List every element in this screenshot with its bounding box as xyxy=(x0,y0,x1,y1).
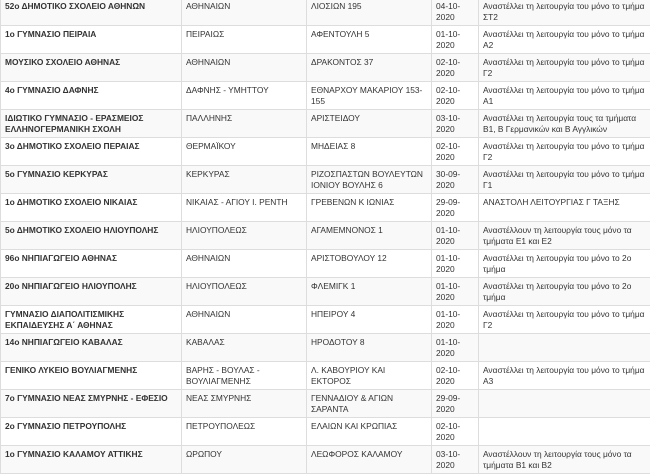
measure-cell: Αναστέλλει τη λειτουργία του μόνο το τμήμα ΣΤ2 xyxy=(479,0,650,26)
municipality-cell: ΠΕΙΡΑΙΩΣ xyxy=(182,26,307,54)
measure-cell: Αναστέλλει τη λειτουργία του μόνο το τμήμα Α1 xyxy=(479,82,650,110)
school-name-cell: ΓΕΝΙΚΟ ΛΥΚΕΙΟ ΒΟΥΛΙΑΓΜΕΝΗΣ xyxy=(1,362,182,390)
date-cell: 01-10-2020 xyxy=(432,306,479,334)
table-row xyxy=(1,110,650,138)
table-row xyxy=(1,362,650,390)
table-row xyxy=(1,194,650,222)
school-name-cell: 2ο ΓΥΜΝΑΣΙΟ ΠΕΤΡΟΥΠΟΛΗΣ xyxy=(1,418,182,446)
address-cell: ΓΕΝΝΑΔΙΟΥ & ΑΓΙΩΝ ΣΑΡΑΝΤΑ xyxy=(307,390,432,418)
measure-cell xyxy=(479,418,650,446)
address-cell: ΑΓΑΜΕΜΝΟΝΟΣ 1 xyxy=(307,222,432,250)
measure-cell: Αναστέλλει τη λειτουργία τους τα τμήματα Β1, Β Γερμανικών και Β Αγγλικών xyxy=(479,110,650,138)
measure-cell: Αναστέλλουν τη λειτουργία τους μόνο τα τμήματα Ε1 και Ε2 xyxy=(479,222,650,250)
school-name-cell: 4ο ΓΥΜΝΑΣΙΟ ΔΑΦΝΗΣ xyxy=(1,82,182,110)
address-cell: ΗΡΟΔΟΤΟΥ 8 xyxy=(307,334,432,362)
municipality-cell: ΚΑΒΑΛΑΣ xyxy=(182,334,307,362)
municipality-cell: ΑΘΗΝΑΙΩΝ xyxy=(182,0,307,26)
table-body xyxy=(1,0,650,474)
municipality-cell: ΚΕΡΚΥΡΑΣ xyxy=(182,166,307,194)
date-cell: 01-10-2020 xyxy=(432,26,479,54)
school-name-cell: 5ο ΓΥΜΝΑΣΙΟ ΚΕΡΚΥΡΑΣ xyxy=(1,166,182,194)
table-row xyxy=(1,334,650,362)
date-cell: 02-10-2020 xyxy=(432,418,479,446)
address-cell: ΑΡΙΣΤΕΙΔΟΥ xyxy=(307,110,432,138)
municipality-cell: ΗΛΙΟΥΠΟΛΕΩΣ xyxy=(182,222,307,250)
school-name-cell: 3ο ΔΗΜΟΤΙΚΟ ΣΧΟΛΕΙΟ ΠΕΡΑΙΑΣ xyxy=(1,138,182,166)
address-cell: ΕΘΝΑΡΧΟΥ ΜΑΚΑΡΙΟΥ 153-155 xyxy=(307,82,432,110)
municipality-cell: ΝΙΚΑΙΑΣ - ΑΓΙΟΥ Ι. ΡΕΝΤΗ xyxy=(182,194,307,222)
municipality-cell: ΘΕΡΜΑΪΚΟΥ xyxy=(182,138,307,166)
table-row xyxy=(1,0,650,26)
table-row xyxy=(1,54,650,82)
table-row xyxy=(1,446,650,474)
date-cell: 29-09-2020 xyxy=(432,194,479,222)
school-name-cell: 5ο ΔΗΜΟΤΙΚΟ ΣΧΟΛΕΙΟ ΗΛΙΟΥΠΟΛΗΣ xyxy=(1,222,182,250)
measure-cell: Αναστέλλουν τη λειτουργία τους μόνο τα τμήματα Β1 και Β2 xyxy=(479,446,650,474)
municipality-cell: ΝΕΑΣ ΣΜΥΡΝΗΣ xyxy=(182,390,307,418)
date-cell: 02-10-2020 xyxy=(432,362,479,390)
municipality-cell: ΑΘΗΝΑΙΩΝ xyxy=(182,54,307,82)
table-row xyxy=(1,250,650,278)
date-cell: 29-09-2020 xyxy=(432,390,479,418)
table-row xyxy=(1,306,650,334)
school-name-cell: ΓΥΜΝΑΣΙΟ ΔΙΑΠΟΛΙΤΙΣΜΙΚΗΣ ΕΚΠΑΙΔΕΥΣΗΣ Α΄ ΑΘΗΝΑΣ xyxy=(1,306,182,334)
measure-cell xyxy=(479,334,650,362)
address-cell: Λ. ΚΑΒΟΥΡΙΟΥ ΚΑΙ ΕΚΤΟΡΟΣ xyxy=(307,362,432,390)
address-cell: ΑΡΙΣΤΟΒΟΥΛΟΥ 12 xyxy=(307,250,432,278)
table-row xyxy=(1,82,650,110)
municipality-cell: ΗΛΙΟΥΠΟΛΕΩΣ xyxy=(182,278,307,306)
address-cell: ΓΡΕΒΕΝΩΝ Κ ΙΩΝΙΑΣ xyxy=(307,194,432,222)
address-cell: ΗΠΕΙΡΟΥ 4 xyxy=(307,306,432,334)
municipality-cell: ΑΘΗΝΑΙΩΝ xyxy=(182,250,307,278)
date-cell: 02-10-2020 xyxy=(432,138,479,166)
date-cell: 01-10-2020 xyxy=(432,222,479,250)
measure-cell: Αναστέλλει τη λειτουργία του μόνο το τμήμα Γ2 xyxy=(479,138,650,166)
measure-cell: Αναστέλλει τη λειτουργία του μόνο το τμήμα Α2 xyxy=(479,26,650,54)
table-row xyxy=(1,138,650,166)
date-cell: 01-10-2020 xyxy=(432,334,479,362)
municipality-cell: ΑΘΗΝΑΙΩΝ xyxy=(182,306,307,334)
school-name-cell: 96ο ΝΗΠΙΑΓΩΓΕΙΟ ΑΘΗΝΑΣ xyxy=(1,250,182,278)
measure-cell: Αναστέλλει τη λειτουργία του μόνο το τμήμα Γ2 xyxy=(479,306,650,334)
date-cell: 03-10-2020 xyxy=(432,446,479,474)
school-name-cell: 14ο ΝΗΠΙΑΓΩΓΕΙΟ ΚΑΒΑΛΑΣ xyxy=(1,334,182,362)
measure-cell xyxy=(479,390,650,418)
school-name-cell: 52ο ΔΗΜΟΤΙΚΟ ΣΧΟΛΕΙΟ ΑΘΗΝΩΝ xyxy=(1,0,182,26)
date-cell: 04-10-2020 xyxy=(432,0,479,26)
date-cell: 03-10-2020 xyxy=(432,110,479,138)
date-cell: 30-09-2020 xyxy=(432,166,479,194)
date-cell: 01-10-2020 xyxy=(432,250,479,278)
school-name-cell: 7ο ΓΥΜΝΑΣΙΟ ΝΕΑΣ ΣΜΥΡΝΗΣ - ΕΦΕΣΙΟ xyxy=(1,390,182,418)
address-cell: ΜΗΔΕΙΑΣ 8 xyxy=(307,138,432,166)
table-row xyxy=(1,26,650,54)
measure-cell: Αναστέλλει τη λειτουργία του μόνο το τμήμα Γ1 xyxy=(479,166,650,194)
date-cell: 01-10-2020 xyxy=(432,278,479,306)
measure-cell: Αναστέλλει τη λειτουργία του μόνο το 2ο τμήμα xyxy=(479,250,650,278)
address-cell: ΡΙΖΟΣΠΑΣΤΩΝ ΒΟΥΛΕΥΤΩΝ ΙΟΝΙΟΥ ΒΟΥΛΗΣ 6 xyxy=(307,166,432,194)
school-name-cell: 1ο ΓΥΜΝΑΣΙΟ ΚΑΛΑΜΟΥ ΑΤΤΙΚΗΣ xyxy=(1,446,182,474)
school-name-cell: 1ο ΓΥΜΝΑΣΙΟ ΠΕΙΡΑΙΑ xyxy=(1,26,182,54)
school-name-cell: ΜΟΥΣΙΚΟ ΣΧΟΛΕΙΟ ΑΘΗΝΑΣ xyxy=(1,54,182,82)
table-row xyxy=(1,418,650,446)
measure-cell: Αναστέλλει τη λειτουργία του μόνο το 2ο τμήμα xyxy=(479,278,650,306)
table-row xyxy=(1,390,650,418)
measure-cell: Αναστέλλει τη λειτουργία του μόνο το τμήμα Α3 xyxy=(479,362,650,390)
measure-cell: Αναστέλλει τη λειτουργία του μόνο το τμήμα Γ2 xyxy=(479,54,650,82)
municipality-cell: ΠΕΤΡΟΥΠΟΛΕΩΣ xyxy=(182,418,307,446)
address-cell: ΔΡΑΚΟΝΤΟΣ 37 xyxy=(307,54,432,82)
measure-cell: ΑΝΑΣΤΟΛΗ ΛΕΙΤΟΥΡΓΙΑΣ Γ ΤΑΞΗΣ xyxy=(479,194,650,222)
address-cell: ΛΙΟΣΙΩΝ 195 xyxy=(307,0,432,26)
municipality-cell: ΔΑΦΝΗΣ - ΥΜΗΤΤΟΥ xyxy=(182,82,307,110)
school-name-cell: 20ο ΝΗΠΙΑΓΩΓΕΙΟ ΗΛΙΟΥΠΟΛΗΣ xyxy=(1,278,182,306)
date-cell: 02-10-2020 xyxy=(432,54,479,82)
school-name-cell: 1ο ΔΗΜΟΤΙΚΟ ΣΧΟΛΕΙΟ ΝΙΚΑΙΑΣ xyxy=(1,194,182,222)
address-cell: ΛΕΩΦΟΡΟΣ ΚΑΛΑΜΟΥ xyxy=(307,446,432,474)
table-row xyxy=(1,278,650,306)
table-row xyxy=(1,222,650,250)
municipality-cell: ΒΑΡΗΣ - ΒΟΥΛΑΣ - ΒΟΥΛΙΑΓΜΕΝΗΣ xyxy=(182,362,307,390)
address-cell: ΑΦΕΝΤΟΥΛΗ 5 xyxy=(307,26,432,54)
address-cell: ΦΛΕΜΙΓΚ 1 xyxy=(307,278,432,306)
date-cell: 02-10-2020 xyxy=(432,82,479,110)
table-row xyxy=(1,166,650,194)
address-cell: ΕΛΑΙΩΝ ΚΑΙ ΚΡΩΠΙΑΣ xyxy=(307,418,432,446)
school-name-cell: ΙΔΙΩΤΙΚΟ ΓΥΜΝΑΣΙΟ - ΕΡΑΣΜΕΙΟΣ ΕΛΛΗΝΟΓΕΡΜΑΝΙΚΗ ΣΧΟΛΗ xyxy=(1,110,182,138)
municipality-cell: ΩΡΩΠΟΥ xyxy=(182,446,307,474)
municipality-cell: ΠΑΛΛΗΝΗΣ xyxy=(182,110,307,138)
